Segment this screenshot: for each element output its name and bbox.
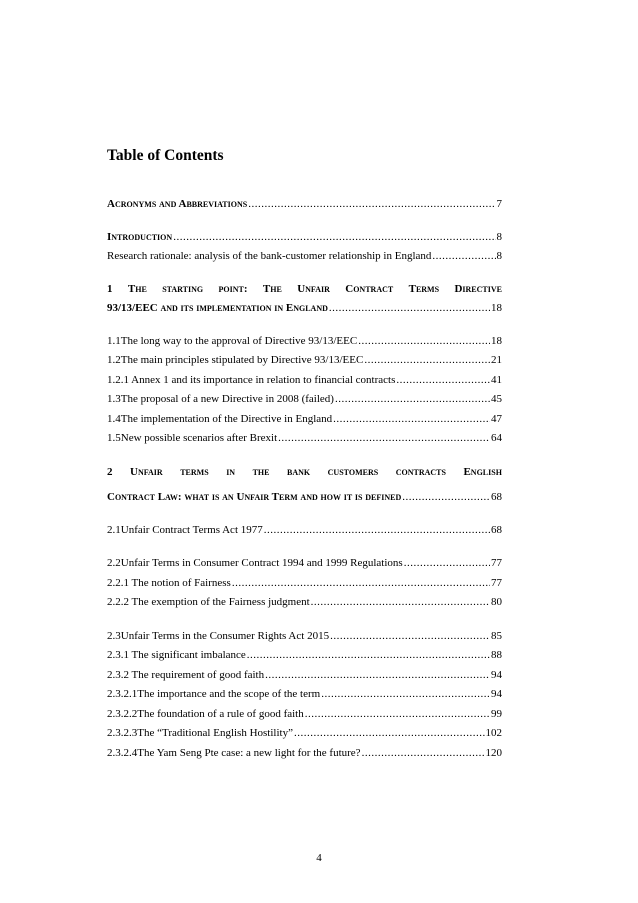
heading-word: contracts bbox=[395, 466, 446, 478]
toc-entry-text: 2.3.2 The requirement of good faith bbox=[107, 669, 265, 681]
toc-entry-text: The long way to the approval of Directive 93/13/EEC bbox=[120, 335, 358, 347]
dot-leader bbox=[358, 334, 490, 348]
dot-leader bbox=[329, 301, 490, 315]
toc-page-number: 21 bbox=[491, 354, 502, 366]
dot-leader bbox=[173, 230, 495, 244]
section-number: 1.2 bbox=[107, 354, 121, 366]
dot-leader bbox=[232, 576, 490, 590]
toc-entry-text: 2.3.1 The significant imbalance bbox=[107, 649, 246, 661]
toc-page-number: 88 bbox=[491, 649, 502, 661]
toc-page-number: 94 bbox=[491, 688, 502, 700]
toc-entry-1-2[interactable] bbox=[107, 353, 502, 367]
toc-page-number: 64 bbox=[491, 432, 502, 444]
toc-entry-text: The proposal of a new Directive in 2008 (failed) bbox=[120, 393, 334, 405]
dot-leader bbox=[248, 197, 495, 211]
chapter-number: 1 bbox=[107, 283, 113, 295]
dot-leader bbox=[330, 629, 490, 643]
toc-entry-text: The implementation of the Directive in England bbox=[120, 413, 333, 425]
toc-chapter-2-line-2[interactable] bbox=[107, 490, 502, 504]
dot-leader bbox=[264, 523, 490, 537]
dot-leader bbox=[432, 249, 495, 263]
toc-entry-2-3-2-4[interactable] bbox=[107, 746, 502, 760]
toc-page-number: 41 bbox=[491, 374, 502, 386]
heading-word: The bbox=[262, 283, 282, 295]
toc-chapter-1-line-2[interactable] bbox=[107, 301, 502, 315]
toc-entry-introduction[interactable] bbox=[107, 230, 502, 244]
toc-entry-2-3-1[interactable] bbox=[107, 648, 502, 662]
section-number: 1.3 bbox=[107, 393, 121, 405]
chapter-number: 2 bbox=[107, 466, 113, 478]
heading-word: English bbox=[463, 466, 502, 478]
heading-word: Unfair bbox=[130, 466, 163, 478]
toc-entry-text: Research rationale: analysis of the bank-customer relationship in England bbox=[107, 250, 432, 262]
dot-leader bbox=[321, 687, 490, 701]
toc-entry-1-5[interactable] bbox=[107, 431, 502, 445]
toc-entry-text: Unfair Contract Terms Act 1977 bbox=[120, 524, 263, 536]
heading-word: bank bbox=[287, 466, 311, 478]
toc-page-number: 120 bbox=[485, 747, 502, 759]
toc-page-number: 99 bbox=[491, 708, 502, 720]
heading-word: terms bbox=[180, 466, 209, 478]
toc-page-number: 85 bbox=[491, 630, 502, 642]
dot-leader bbox=[305, 707, 490, 721]
toc-entry-text: 93/13/EEC and its implementation in England bbox=[107, 302, 328, 314]
toc-page-number: 80 bbox=[491, 596, 502, 608]
toc-page-number: 47 bbox=[491, 413, 502, 425]
toc-entry-2-3-2-3[interactable] bbox=[107, 726, 502, 740]
toc-entry-text: Introduction bbox=[107, 231, 173, 243]
heading-word: The bbox=[127, 283, 147, 295]
toc-entry-2-1[interactable] bbox=[107, 523, 502, 537]
heading-word: starting bbox=[162, 283, 204, 295]
toc-entry-2-2[interactable] bbox=[107, 556, 502, 570]
toc-page-number: 102 bbox=[485, 727, 502, 739]
dot-leader bbox=[311, 595, 490, 609]
heading-word: customers bbox=[327, 466, 379, 478]
toc-entry-text: 2.3.2.2The foundation of a rule of good faith bbox=[107, 708, 304, 720]
toc-entry-1-4[interactable] bbox=[107, 412, 502, 426]
heading-word: Directive bbox=[454, 283, 502, 295]
heading-word: point: bbox=[218, 283, 248, 295]
toc-page-number: 77 bbox=[491, 577, 502, 589]
heading-word: Unfair bbox=[297, 283, 330, 295]
heading-word: the bbox=[252, 466, 270, 478]
dot-leader bbox=[247, 648, 490, 662]
toc-entry-2-3-2-2[interactable] bbox=[107, 707, 502, 721]
section-number: 1.5 bbox=[107, 432, 121, 444]
dot-leader bbox=[396, 373, 490, 387]
heading-word: Terms bbox=[408, 283, 440, 295]
toc-entry-text: New possible scenarios after Brexit bbox=[120, 432, 278, 444]
section-number: 2.1 bbox=[107, 524, 121, 536]
toc-page-number: 18 bbox=[491, 335, 502, 347]
dot-leader bbox=[265, 668, 490, 682]
toc-entry-acronyms[interactable] bbox=[107, 197, 502, 211]
dot-leader bbox=[362, 746, 485, 760]
toc-page-number: 94 bbox=[491, 669, 502, 681]
dot-leader bbox=[333, 412, 490, 426]
toc-entry-text: 1.2.1 Annex 1 and its importance in relation to financial contracts bbox=[107, 374, 396, 386]
toc-page-number: 68 bbox=[491, 491, 502, 503]
toc-entry-text: 2.3.2.1The importance and the scope of the term bbox=[107, 688, 321, 700]
page-number: 4 bbox=[316, 852, 322, 864]
toc-entry-text: 2.2.1 The notion of Fairness bbox=[107, 577, 231, 589]
toc-entry-1-2-1[interactable] bbox=[107, 373, 502, 387]
toc-entry-text: Acronyms and Abbreviations bbox=[107, 198, 248, 210]
toc-title: Table of Contents bbox=[107, 147, 224, 164]
toc-entry-2-2-2[interactable] bbox=[107, 595, 502, 609]
toc-entry-2-3-2[interactable] bbox=[107, 668, 502, 682]
dot-leader bbox=[402, 490, 490, 504]
toc-entry-text: Unfair Terms in Consumer Contract 1994 and 1999 Regulations bbox=[120, 557, 403, 569]
section-number: 2.3 bbox=[107, 630, 121, 642]
heading-word: in bbox=[226, 466, 236, 478]
toc-entry-1-1[interactable] bbox=[107, 334, 502, 348]
toc-entry-2-3-2-1[interactable] bbox=[107, 687, 502, 701]
dot-leader bbox=[335, 392, 490, 406]
toc-entry-text: 2.3.2.4The Yam Seng Pte case: a new light for the future? bbox=[107, 747, 361, 759]
toc-page-number: 18 bbox=[491, 302, 502, 314]
toc-entry-text: Contract Law: what is an Unfair Term and how it is defined bbox=[107, 491, 402, 503]
toc-entry-text: 2.3.2.3The “Traditional English Hostility” bbox=[107, 727, 293, 739]
toc-page-number: 8 bbox=[496, 250, 502, 262]
toc-chapter-2-line-1[interactable] bbox=[107, 465, 502, 479]
dot-leader bbox=[364, 353, 490, 367]
toc-entry-1-3[interactable] bbox=[107, 392, 502, 406]
heading-word: Contract bbox=[345, 283, 394, 295]
dot-leader bbox=[294, 726, 485, 740]
dot-leader bbox=[278, 431, 490, 445]
toc-entry-research-rationale[interactable] bbox=[107, 249, 502, 263]
section-number: 1.4 bbox=[107, 413, 121, 425]
dot-leader bbox=[404, 556, 490, 570]
section-number: 2.2 bbox=[107, 557, 121, 569]
toc-entry-text: 2.2.2 The exemption of the Fairness judgment bbox=[107, 596, 310, 608]
toc-page-number: 45 bbox=[491, 393, 502, 405]
toc-entry-text: Unfair Terms in the Consumer Rights Act 2015 bbox=[120, 630, 330, 642]
section-number: 1.1 bbox=[107, 335, 121, 347]
toc-page-number: 77 bbox=[491, 557, 502, 569]
toc-chapter-1-line-1[interactable] bbox=[107, 282, 502, 296]
toc-page-number: 68 bbox=[491, 524, 502, 536]
toc-page-number: 8 bbox=[496, 231, 502, 243]
toc-entry-2-3[interactable] bbox=[107, 629, 502, 643]
toc-entry-text: The main principles stipulated by Directive 93/13/EEC bbox=[120, 354, 364, 366]
toc-page-number: 7 bbox=[496, 198, 502, 210]
toc-entry-2-2-1[interactable] bbox=[107, 576, 502, 590]
